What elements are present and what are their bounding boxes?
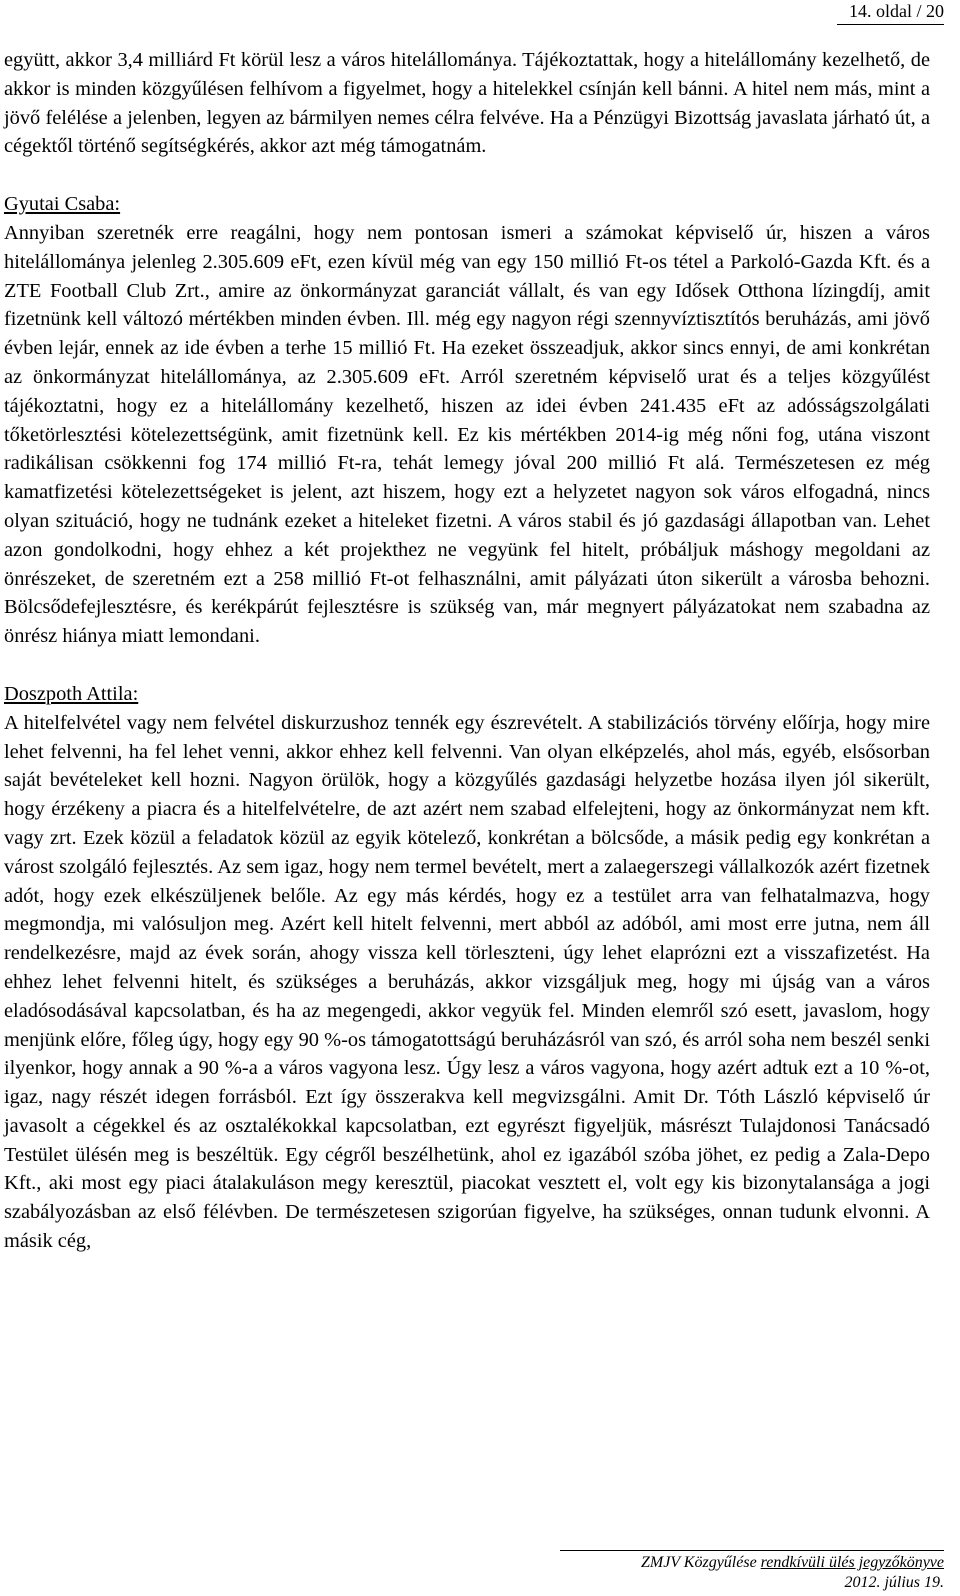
speaker-name-2: Doszpoth Attila:	[4, 682, 139, 705]
paragraph-2: Annyiban szeretnék erre reagálni, hogy nem pontosan ismeri a számokat képviselő úr, hiszen a város hitelállománya jelenleg 2.305.609 eFt, ezen kívül még van egy 150 millió Ft-os tétel a Parkoló-Gazda Kft. és a ZTE Football Club Zrt., amire az önkormányzat garanciát vállalt, és van egy Idősek Otthona lízingdíj, amit fizetnünk kell változó mértékben minden évben. Ill. még egy nagyon régi szennyvíztisztítós beruházás, ami jövő évben lejár, ennek az ide évben a terhe 15 millió Ft. Ha ezeket összeadjuk, akkor sincs ennyi, de ami konkrétan az önkormányzat hitelállománya, az 2.305.609 eFt. Arról szeretném képviselő urat és a teljes közgyűlést tájékoztatni, hogy ez a hitelállomány kezelhető, hiszen az idei évben 241.435 eFt az adósságszolgálati tőketörlesztési kötelezettségünk, amit fizetnünk kell. Ez kis mértékben 2014-ig még nőni fog, utána viszont radikálisan csökkenni fog 174 millió Ft-ra, tehát lemegy jóval 200 millió Ft alá. Természetesen ez még kamatfizetési kötelezettségeket is jelent, azt hiszem, hogy ezt a helyzetet nagyon sok város elfogadná, nincs olyan szituáció, hogy ne tudnánk ezeket a hiteleket fizetni. A város stabil és jó gazdasági állapotban van. Lehet azon gondolkodni, hogy ehhez a két projekthez ne vegyünk fel hitelt, próbáljuk máshogy megoldani az önrészeket, de szeretném ezt a 258 millió Ft-ot felhasználni, amit pályázati úton sikerült a városba behozni. Bölcsődefejlesztésre, és kerékpárút fejlesztésre is szükség van, már megnyert pályázatokat nem szabadna az önrész hiánya miatt lemondani.	[4, 221, 930, 648]
page-footer	[560, 1550, 944, 1593]
footer-document-title	[560, 1553, 944, 1573]
footer-doc-underlined: rendkívüli ülés jegyzőkönyve	[760, 1554, 944, 1571]
speaker-name-1: Gyutai Csaba:	[4, 193, 121, 216]
footer-date: 2012. július 19.	[844, 1574, 944, 1591]
footer-doc-prefix: ZMJV Közgyűlése	[640, 1554, 761, 1571]
footer-rule	[560, 1550, 944, 1551]
paragraph-3: A hitelfelvétel vagy nem felvétel diskurzushoz tennék egy észrevételt. A stabilizációs törvény előírja, hogy mire lehet felvenni, ha fel lehet venni, akkor ehhez kell felvenni. Van olyan elképzelés, ahol más, egyéb, elsősorban saját bevételeket kell hozni. Nagyon örülök, hogy a közgyűlés gazdasági helyzetbe hozása ilyen jól sikerült, hogy érzékeny a piacra és a hitelfelvételre, de azt azért nem szabad elfelejteni, hogy az önkormányzat nem kft. vagy zrt. Ezek közül a feladatok közül az egyik kötelező, konkrétan a bölcsőde, a másik pedig egy konkrétan a várost szolgáló fejlesztés. Az sem igaz, hogy nem termel bevételt, mert a zalaegerszegi vállalkozók azért fizetnek adót, hogy ezek elkészüljenek belőle. Az egy más kérdés, hogy ez a testület arra van felhatalmazva, hogy megmondja, mi valósuljon meg. Azért kell hitelt felvenni, mert abból az adóból, ami most erre jutna, nem áll rendelkezésre, majd az évek során, ahogy vissza kell törleszteni, úgy lehet elaprózni ezt a visszafizetést. Ha ehhez lehet felvenni hitelt, és szükséges a beruházás, akkor vizsgáljuk meg, hogy mi újság van a város eladósodásával kapcsolatban, és ha az megengedi, akkor vegyük fel. Minden elemről szó esett, javaslom, hogy menjünk előre, főleg úgy, hogy egy 90 %-os támogatottságú beruházásról van szó, és arról soha nem beszél senki ilyenkor, hogy annak a 90 %-a a város vagyona lesz. Úgy lesz a város vagyona, hogy azért adtuk ezt a 10 %-ot, igaz, nagy részét idegen forrásból. Ezt így összerakva kell megvizsgálni. Amit Dr. Tóth László képviselő úr javasolt a cégekkel és az osztalékokkal kapcsolatban, ezt egyrészt figyeljük, másrészt Tulajdonosi Tanácsadó Testület ülésén meg is beszéltük. Egy cégről beszélhetünk, ahol ez igazából szóba jöhet, ez pedig a Zala-Depo Kft., aki most egy piaci átalakuláson megy keresztül, piacokat vesztett el, volt egy kis bizonytalansága a jogi szabályozásban az első félévben. De természetesen szigorúan figyelve, ha szükséges, onnan tudunk elvonni. A másik cég,	[4, 711, 930, 1253]
page-number: 14. oldal / 20	[837, 0, 944, 25]
document-body	[4, 46, 930, 1256]
paragraph-1: együtt, akkor 3,4 milliárd Ft körül lesz a város hitelállománya. Tájékoztattak, hogy a hitelállomány kezelhető, de akkor is minden közgyűlésen felhívom a figyelmet, hogy a hitelekkel csínján kell bánni. A hitel nem más, mint a jövő felélése a jelenben, legyen az bármilyen nemes célra felvéve. Ha a Pénzügyi Bizottság javaslata járható út, a cégektől történő segítségkérés, akkor azt még támogatnám.	[4, 49, 930, 158]
